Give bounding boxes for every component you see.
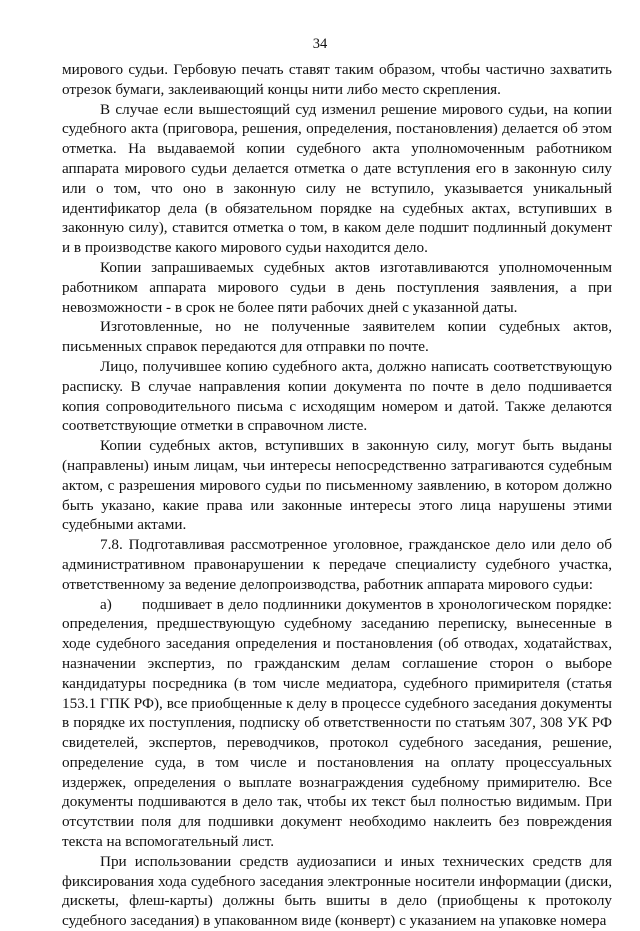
list-marker: а) bbox=[100, 595, 112, 613]
paragraph-2: В случае если вышестоящий суд изменил решение мирового судьи, на копии судебного акта (приговора, решения, определения, постановления) делается об этом отметка. На выдаваемой копии судебного акта уполномоченным работником аппарата мирового судьи делается отметка о дате вступления его в законную силу или о том, что оно в законную силу не вступило, указывается уникальный идентификатор дела (в обязательном порядке на судебных актах, вступивших в законную силу), ставится отметка о том, в каком деле подшит подлинный документ и в производстве какого мирового судьи находится дело. bbox=[62, 100, 612, 257]
list-item-a bbox=[62, 595, 612, 852]
paragraph-7: 7.8. Подготавливая рассмотренное уголовное, гражданское дело или дело об административном правонарушении к передаче специалисту судебного участка, ответственному за ведение делопроизводства, работник аппарата мирового судьи: bbox=[62, 536, 612, 593]
paragraph-9: При использовании средств аудиозаписи и иных технических средств для фиксирования хода судебного заседания электронные носители информации (диски, дискеты, флеш-карты) должны быть вшиты в дело (приобщены к протоколу судебного заседания) в упакованном виде (конверт) с указанием на упаковке номера bbox=[62, 852, 612, 930]
paragraph-1: мирового судьи. Гербовую печать ставят таким образом, чтобы частично захватить отрезок бумаги, заклеивающий концы нити либо место скрепления. bbox=[62, 61, 612, 98]
page-number: 34 bbox=[312, 36, 328, 52]
paragraph-4: Изготовленные, но не полученные заявителем копии судебных актов, письменных справок передаются для отправки по почте. bbox=[62, 318, 612, 356]
paragraph-6: Копии судебных актов, вступивших в законную силу, могут быть выданы (направлены) иным лицам, чьи интересы непосредственно затрагиваются судебным актом, с разрешения мирового судьи по письменному заявлению, в котором должно быть указано, какие права или законные интересы этого лица нарушены этими судебными актами. bbox=[62, 437, 612, 534]
list-item-text: подшивает в дело подлинники документов в хронологическом порядке: определения, предшествующую судебному заседанию переписку, вынесенные в ходе судебного заседания определения и постановления (об отводах, ходатайствах, назначении экспертиз, по гражданским делам соглашение сторон о выборе кандидатуры посредника (в том числе медиатора, судебного примирителя (статья 153.1 ГПК РФ), все приобщенные к делу в процессе судебного заседания документы в порядке их поступления, подписку об ответственности по статьям 307, 308 УК РФ свидетелей, экспертов, переводчиков, протокол судебного заседания, решение, определение суда, в том числе и постановления на оплату процессуальных издержек, определения о выплате вознаграждения судебному примирителю. Все документы подшиваются в дело так, чтобы их текст был полностью видимым. При отсутствии поля для подшивки документ необходимо наклеить без повреждения текста на вспомогательный лист. bbox=[62, 595, 612, 851]
paragraph-3: Копии запрашиваемых судебных актов изготавливаются уполномоченным работником аппарата мирового судьи в день поступления заявления, а при невозможности - в срок не более пяти рабочих дней с указанной даты. bbox=[62, 258, 612, 316]
paragraph-5: Лицо, получившее копию судебного акта, должно написать соответствующую расписку. В случае направления копии документа по почте в дело подшивается копия сопроводительного письма с исходящим номером и датой. Также делаются соответствующие отметки в справочном листе. bbox=[62, 357, 612, 435]
body-text bbox=[62, 60, 612, 931]
